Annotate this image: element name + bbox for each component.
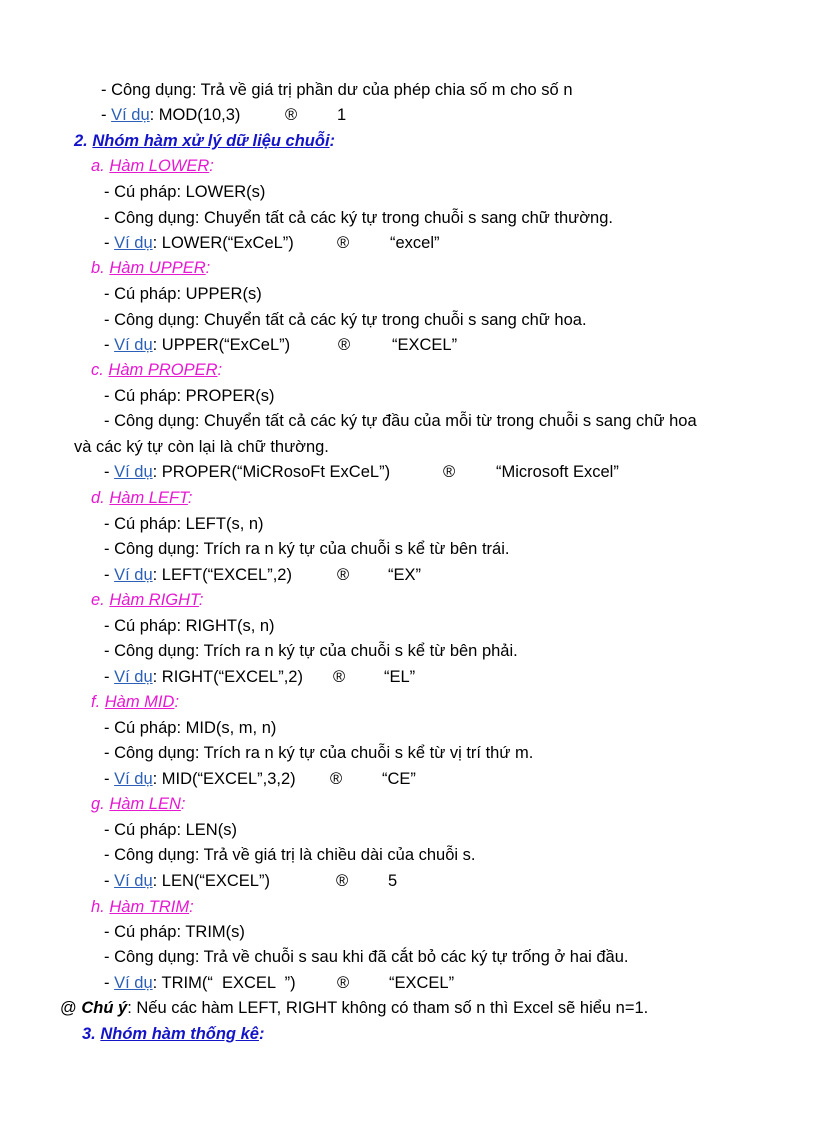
lower-example: - Ví dụ: LOWER(“ExCeL”) ® “excel” [104, 234, 440, 252]
example-expression: : RIGHT(“EXCEL”,2) [152, 668, 303, 686]
subheading-title: Hàm TRIM [109, 898, 190, 916]
example-link[interactable]: Ví dụ [114, 770, 153, 788]
example-result: 5 [388, 872, 398, 890]
left-example: - Ví dụ: LEFT(“EXCEL”,2) ® “EX” [104, 566, 421, 584]
subheading-title: Hàm LEN [109, 795, 181, 813]
subheading-len: g. Hàm LEN: [91, 795, 186, 813]
example-result: “excel” [390, 234, 440, 252]
arrow-icon: ® [330, 770, 343, 788]
section-heading-2: 2. Nhóm hàm xử lý dữ liệu chuỗi: [74, 132, 336, 150]
example-expression: : LOWER(“ExCeL”) [152, 234, 294, 252]
arrow-icon: ® [333, 668, 346, 686]
right-syntax: - Cú pháp: RIGHT(s, n) [104, 617, 275, 635]
subheading-title: Hàm LOWER [109, 157, 210, 175]
proper-usage-line-2: và các ký tự còn lại là chữ thường. [74, 438, 329, 456]
example-result: “CE” [382, 770, 416, 788]
mod-usage: - Công dụng: Trả về giá trị phần dư của phép chia số m cho số n [101, 81, 573, 99]
lower-syntax: - Cú pháp: LOWER(s) [104, 183, 266, 201]
example-result: “Microsoft Excel” [496, 463, 619, 481]
section-title: Nhóm hàm xử lý dữ liệu chuỗi [92, 132, 330, 150]
upper-usage: - Công dụng: Chuyển tất cả các ký tự trong chuỗi s sang chữ hoa. [104, 311, 587, 329]
mid-example: - Ví dụ: MID(“EXCEL”,3,2) ® “CE” [104, 770, 416, 788]
left-syntax: - Cú pháp: LEFT(s, n) [104, 515, 264, 533]
subheading-title: Hàm UPPER [109, 259, 206, 277]
example-expression: : PROPER(“MiCRosoFt ExCeL”) [152, 463, 391, 481]
arrow-icon: ® [338, 336, 351, 354]
subheading-upper: b. Hàm UPPER: [91, 259, 211, 277]
example-result: 1 [337, 106, 347, 124]
upper-syntax: - Cú pháp: UPPER(s) [104, 285, 262, 303]
subheading-lower: a. Hàm LOWER: [91, 157, 214, 175]
example-expression: : LEFT(“EXCEL”,2) [152, 566, 292, 584]
example-expression: : UPPER(“ExCeL”) [152, 336, 291, 354]
example-result: “EXCEL” [392, 336, 458, 354]
subheading-right: e. Hàm RIGHT: [91, 591, 204, 609]
proper-usage-line-1: - Công dụng: Chuyển tất cả các ký tự đầu của mỗi từ trong chuỗi s sang chữ hoa [104, 412, 697, 430]
arrow-icon: ® [337, 974, 350, 992]
example-result: “EL” [384, 668, 416, 686]
note [60, 998, 648, 1018]
subheading-title: Hàm PROPER [108, 361, 218, 379]
subheading-left: d. Hàm LEFT: [91, 489, 193, 507]
mod-example: - Ví dụ: MOD(10,3) ® 1 [101, 106, 347, 124]
example-link[interactable]: Ví dụ [114, 974, 153, 992]
subheading-title: Hàm LEFT [109, 489, 188, 507]
len-usage: - Công dụng: Trả về giá trị là chiều dài của chuỗi s. [104, 846, 476, 864]
example-link[interactable]: Ví dụ [114, 336, 153, 354]
lower-usage: - Công dụng: Chuyển tất cả các ký tự trong chuỗi s sang chữ thường. [104, 209, 613, 227]
example-link[interactable]: Ví dụ [114, 463, 153, 481]
trim-usage: - Công dụng: Trả về chuỗi s sau khi đã cắt bỏ các ký tự trống ở hai đầu. [104, 948, 629, 966]
note-label: Chú ý [81, 999, 128, 1017]
example-expression: : TRIM(“ EXCEL ”) [152, 974, 296, 992]
example-link[interactable]: Ví dụ [114, 566, 153, 584]
right-example: - Ví dụ: RIGHT(“EXCEL”,2) ® “EL” [104, 668, 416, 686]
trim-example: - Ví dụ: TRIM(“ EXCEL ”) ® “EXCEL” [104, 974, 455, 992]
at-icon: @ [60, 999, 82, 1017]
arrow-icon: ® [337, 566, 350, 584]
example-expression: : MID(“EXCEL”,3,2) [152, 770, 296, 788]
subheading-title: Hàm RIGHT [109, 591, 199, 609]
len-example: - Ví dụ: LEN(“EXCEL”) ® 5 [104, 872, 398, 890]
len-syntax: - Cú pháp: LEN(s) [104, 821, 237, 839]
arrow-icon: ® [443, 463, 456, 481]
arrow-icon: ® [285, 106, 298, 124]
right-usage: - Công dụng: Trích ra n ký tự của chuỗi s kể từ bên phải. [104, 642, 518, 660]
example-result: “EX” [388, 566, 421, 584]
example-link[interactable]: Ví dụ [114, 234, 153, 252]
mid-usage: - Công dụng: Trích ra n ký tự của chuỗi s kể từ vị trí thứ m. [104, 744, 534, 762]
section-title: Nhóm hàm thống kê [100, 1025, 259, 1043]
example-result: “EXCEL” [389, 974, 455, 992]
trim-syntax: - Cú pháp: TRIM(s) [104, 923, 245, 941]
example-link[interactable]: Ví dụ [114, 872, 153, 890]
proper-example: - Ví dụ: PROPER(“MiCRosoFt ExCeL”) ® “Microsoft Excel” [104, 463, 619, 481]
example-link[interactable]: Ví dụ [114, 668, 153, 686]
arrow-icon: ® [336, 872, 349, 890]
subheading-trim: h. Hàm TRIM: [91, 898, 194, 916]
proper-syntax: - Cú pháp: PROPER(s) [104, 387, 275, 405]
subheading-title: Hàm MID [104, 693, 175, 711]
section-heading-3: 3. Nhóm hàm thống kê: [82, 1025, 265, 1043]
example-expression: : MOD(10,3) [149, 106, 241, 124]
subheading-mid: f. Hàm MID: [91, 693, 180, 711]
subheading-proper: c. Hàm PROPER: [91, 361, 223, 379]
example-expression: : LEN(“EXCEL”) [152, 872, 270, 890]
note-text: : Nếu các hàm LEFT, RIGHT không có tham số n thì Excel sẽ hiểu n=1. [127, 999, 649, 1017]
left-usage: - Công dụng: Trích ra n ký tự của chuỗi s kể từ bên trái. [104, 540, 510, 558]
upper-example: - Ví dụ: UPPER(“ExCeL”) ® “EXCEL” [104, 336, 458, 354]
example-link[interactable]: Ví dụ [111, 106, 150, 124]
arrow-icon: ® [337, 234, 350, 252]
mid-syntax: - Cú pháp: MID(s, m, n) [104, 719, 277, 737]
